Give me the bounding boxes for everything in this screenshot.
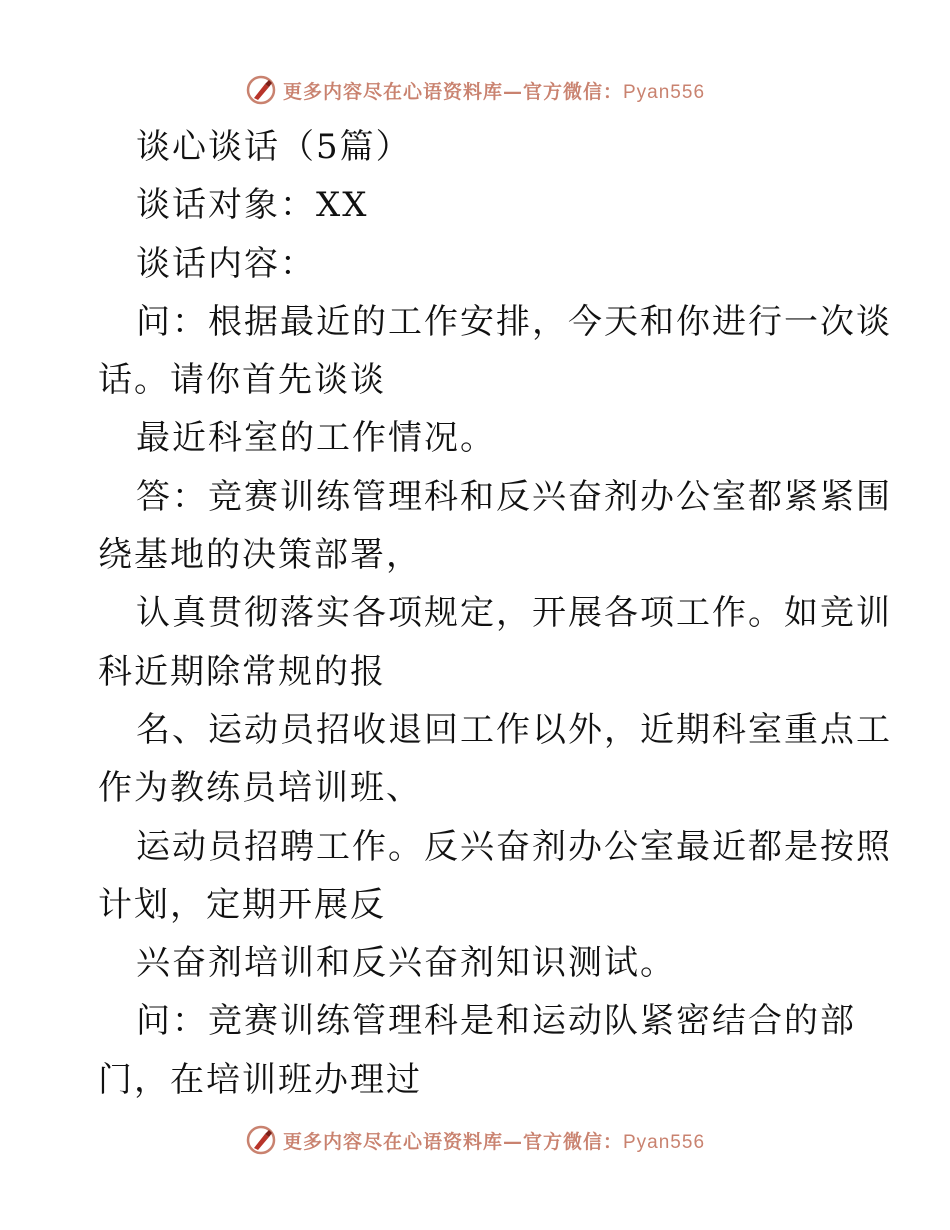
watermark-text: 更多内容尽在心语资料库—官方微信：Pyan556 (282, 80, 706, 103)
text-line: 门，在培训班办理过 (98, 1059, 422, 1100)
text-line: 运动员招聘工作。反兴奋剂办公室最近都是按照 (136, 826, 892, 867)
pen-nib-logo-icon (245, 1124, 277, 1156)
text-line: 科近期除常规的报 (98, 651, 386, 692)
text-line: 认真贯彻落实各项规定，开展各项工作。如竞训 (136, 593, 892, 634)
text-line: 计划，定期开展反 (98, 884, 386, 925)
text-line: 问：竞赛训练管理科是和运动队紧密结合的部 (136, 1001, 856, 1042)
text-line: 兴奋剂培训和反兴奋剂知识测试。 (136, 943, 676, 984)
text-line: 谈话对象：XX (136, 185, 369, 226)
text-line: 谈话内容： (136, 243, 316, 284)
pen-nib-logo-icon (245, 74, 277, 106)
header-watermark (0, 72, 950, 108)
text-line: 名、运动员招收退回工作以外，近期科室重点工 (136, 709, 892, 750)
text-line: 绕基地的决策部署， (98, 535, 422, 576)
document-body (98, 118, 892, 1109)
document-title: 谈心谈话（5篇） (136, 127, 412, 167)
footer-watermark (0, 1122, 950, 1158)
text-line: 话。请你首先谈谈 (98, 360, 386, 401)
text-line: 问：根据最近的工作安排，今天和你进行一次谈 (136, 301, 892, 342)
text-line: 答：竞赛训练管理科和反兴奋剂办公室都紧紧围 (136, 476, 892, 517)
text-line: 最近科室的工作情况。 (136, 418, 496, 459)
watermark-text: 更多内容尽在心语资料库—官方微信：Pyan556 (282, 1130, 706, 1153)
text-line: 作为教练员培训班、 (98, 768, 422, 809)
